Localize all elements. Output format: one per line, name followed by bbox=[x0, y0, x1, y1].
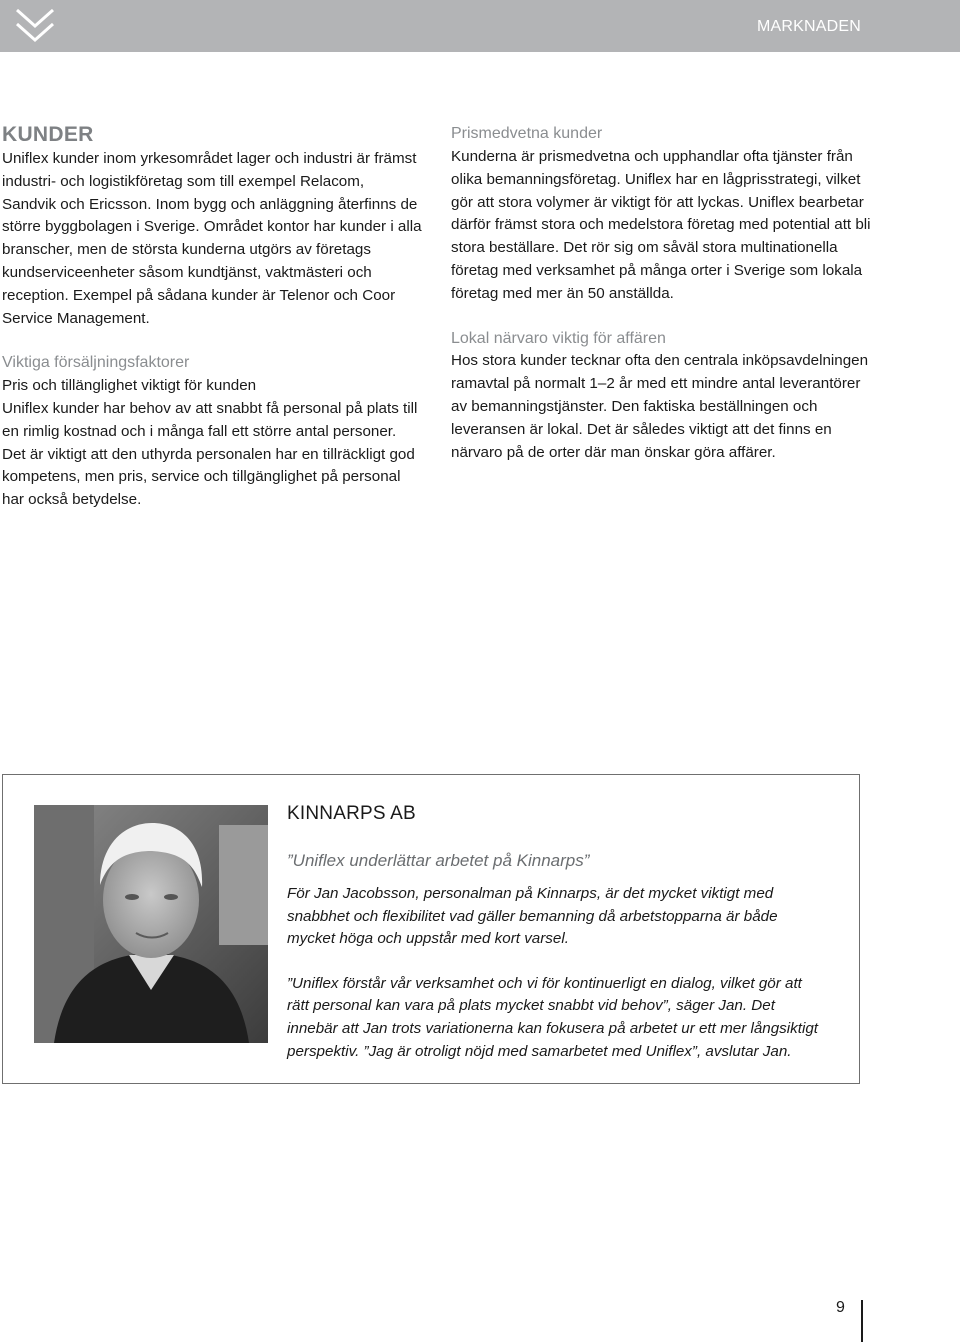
kunder-heading: KUNDER bbox=[2, 123, 94, 146]
price-conscious-body: Kunderna är prismedvetna och upphandlar ofta tjänster från olika bemanningsföretag. Uniflex har en lågprisstrategi, vilket gör att stora volymer är viktigt för att lyckas. Uniflex bearbetar därför främst stora och medelstora företag med potential att bli stora beställare. Det rör sig om såväl stora multinationella företag med verksamhet på många orter i Sverige som lokala företag med mer än 50 anställda. bbox=[451, 148, 871, 302]
double-chevron-down-icon bbox=[14, 6, 56, 46]
header-bar bbox=[0, 0, 960, 52]
case-title: KINNARPS AB bbox=[287, 803, 416, 824]
case-paragraph-1: För Jan Jacobsson, personalman på Kinnarps, är det mycket viktigt med snabbhet och flexibilitet vad gäller bemanning då arbetstopparna är både mycket höga och uppstår med kort varsel. bbox=[287, 885, 778, 948]
local-presence-heading: Lokal närvaro viktig för affären bbox=[451, 329, 666, 347]
kunder-intro: Uniflex kunder inom yrkesområdet lager och industri är främst industri- och logistikföretag som till exempel Relacom, Sandvik och Ericsson. Inom bygg och anläggning återfinns de större byggbolagen i Sverige. Området kontor har kunder i alla branscher, men de största kunderna utgörs av företags kundserviceenheter såsom kundtjänst, vaktmästeri och reception. Exempel på sådana kunder är Telenor och Coor Service Management. bbox=[2, 150, 422, 327]
page-number: 9 bbox=[836, 1299, 845, 1316]
price-conscious-heading: Prismedvetna kunder bbox=[451, 125, 603, 142]
case-paragraph-2: ”Uniflex förstår vår verksamhet och vi för kontinuerligt en dialog, vilket gör att rätt personal kan vara på plats mycket snabbt vid behov”, säger Jan. Det innebär att Jan trots variationerna kan fokusera på arbetet ur ett mer långsiktigt perspektiv. ”Jag är otroligt nöjd med samarbetet med Uniflex”, avslutar Jan. bbox=[287, 974, 819, 1060]
right-column bbox=[451, 122, 871, 464]
case-box bbox=[2, 774, 860, 1084]
case-quote: ”Uniflex underlättar arbetet på Kinnarps” bbox=[287, 851, 590, 870]
case-text bbox=[287, 801, 827, 1063]
page-number-rule bbox=[861, 1300, 863, 1342]
left-column bbox=[2, 122, 422, 512]
price-availability-heading: Pris och tillänglighet viktigt för kunden bbox=[2, 377, 257, 395]
local-presence-body: Hos stora kunder tecknar ofta den centrala inköpsavdelningen ramavtal på normalt 1–2 år med ett mindre antal leverantörer av bemanningstjänster. Den faktiska beställningen och leveransen är lokal. Det är således viktigt att det finns en närvaro på de orter där man önskar göra affärer. bbox=[451, 352, 869, 461]
sales-factors-body: Uniflex kunder har behov av att snabbt få personal på plats till en rimlig kostnad och i många fall ett större antal personer. Det är viktigt att den uthyrda personalen har en tillräckligt god kompetens, men pris, service och tillgänglighet på personal har också betydelse. bbox=[2, 399, 418, 509]
portrait-illustration bbox=[34, 805, 268, 1043]
sales-factors-heading: Viktiga försäljningsfaktorer bbox=[2, 354, 190, 372]
portrait-photo bbox=[34, 805, 268, 1043]
section-title: MARKNADEN bbox=[756, 18, 861, 35]
